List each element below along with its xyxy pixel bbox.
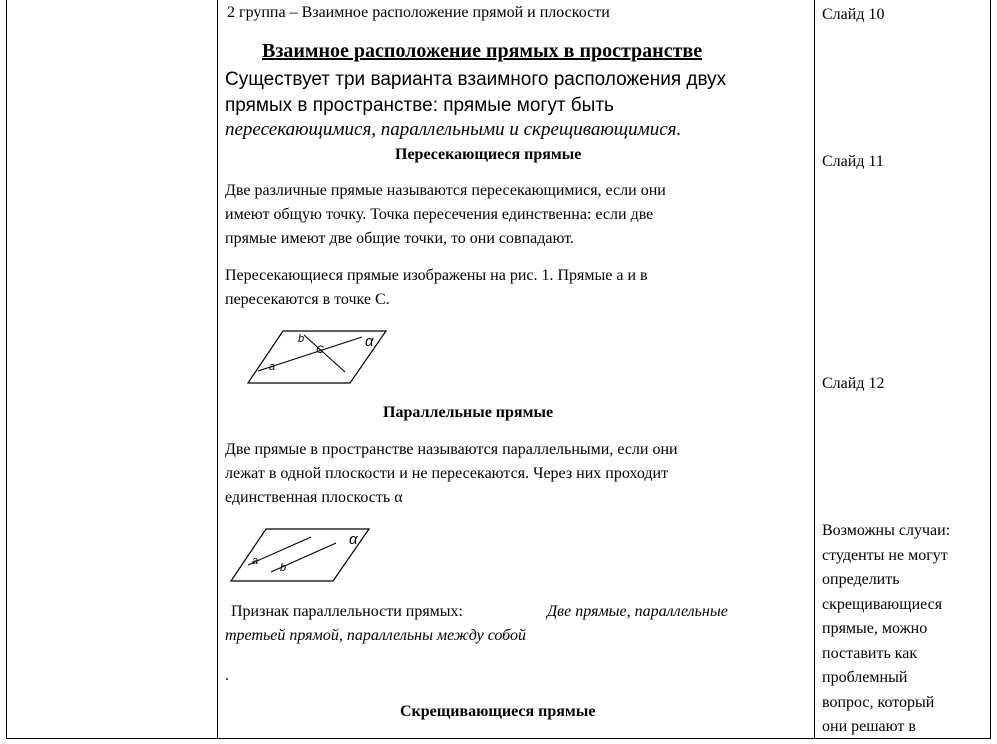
column-divider-left bbox=[217, 0, 218, 739]
note-line: поставить как bbox=[822, 644, 918, 662]
intersecting-para-1 bbox=[225, 179, 666, 251]
group-header: 2 группа – Взаимное расположение прямой и плоскости bbox=[227, 4, 610, 21]
text-line: единственная плоскость α bbox=[225, 489, 403, 506]
slide-10-label: Слайд 10 bbox=[822, 6, 885, 23]
label-plane: α bbox=[365, 333, 374, 350]
text-line: пересекаются в точке С. bbox=[225, 291, 390, 308]
slide-11-label: Слайд 11 bbox=[822, 153, 884, 170]
label-b: b bbox=[298, 333, 305, 345]
sidebar-column bbox=[821, 0, 989, 739]
page-title: Взаимное расположение прямых в пространстве bbox=[262, 40, 703, 62]
intro-line-1: Существует три варианта взаимного расположения двух bbox=[225, 69, 727, 90]
label-a: a bbox=[269, 361, 276, 373]
text-line: Две прямые в пространстве называются параллельными, если они bbox=[225, 441, 678, 458]
intro-line-2: прямых в пространстве: прямые могут быть bbox=[225, 95, 614, 116]
content-column bbox=[225, 0, 810, 739]
intro-line-3: пересекающимися, параллельными и скрещивающимися. bbox=[225, 119, 682, 140]
text-line: прямые имеют две общие точки, то они совпадают. bbox=[225, 230, 574, 247]
label-plane: α bbox=[349, 531, 358, 548]
stray-dot: . bbox=[225, 667, 229, 684]
intersecting-lines-figure bbox=[245, 328, 395, 386]
note-line: проблемный bbox=[822, 669, 908, 686]
text-line: Пересекающиеся прямые изображены на рис. 1. Прямые а и в bbox=[225, 267, 648, 284]
label-c: C bbox=[316, 344, 324, 356]
note-line: Возможны случаи: bbox=[822, 522, 951, 539]
note-line: вопрос, который bbox=[822, 693, 935, 711]
criterion-text-1: Две прямые, параллельные bbox=[547, 603, 728, 620]
note-line: определить bbox=[822, 571, 900, 588]
slide-12-label: Слайд 12 bbox=[822, 375, 885, 392]
column-divider-right bbox=[814, 0, 815, 739]
note-line: студенты не могут bbox=[822, 546, 948, 564]
heading-skew: Скрещивающиеся прямые bbox=[400, 703, 596, 720]
label-a: a bbox=[252, 555, 259, 567]
text-line: имеют общую точку. Точка пересечения единственна: если две bbox=[225, 206, 654, 223]
parallel-lines-figure bbox=[228, 524, 378, 584]
note-line: скрещивающиеся bbox=[822, 595, 943, 613]
heading-intersecting: Пересекающиеся прямые bbox=[395, 146, 582, 163]
criterion-label: Признак параллельности прямых: bbox=[231, 603, 463, 620]
note-line: прямые, можно bbox=[822, 620, 928, 637]
text-line: лежат в одной плоскости и не пересекаются. Через них проходит bbox=[225, 465, 669, 482]
heading-parallel: Параллельные прямые bbox=[383, 404, 554, 421]
note-line: они решают в bbox=[822, 718, 916, 735]
text-line: Две различные прямые называются пересекающимися, если они bbox=[225, 182, 666, 199]
criterion-text-2: третьей прямой, параллельны между собой bbox=[225, 627, 527, 644]
intersecting-para-2 bbox=[225, 264, 648, 312]
label-b: b bbox=[280, 562, 287, 574]
parallel-para bbox=[225, 438, 678, 510]
sidebar-note bbox=[822, 519, 950, 740]
